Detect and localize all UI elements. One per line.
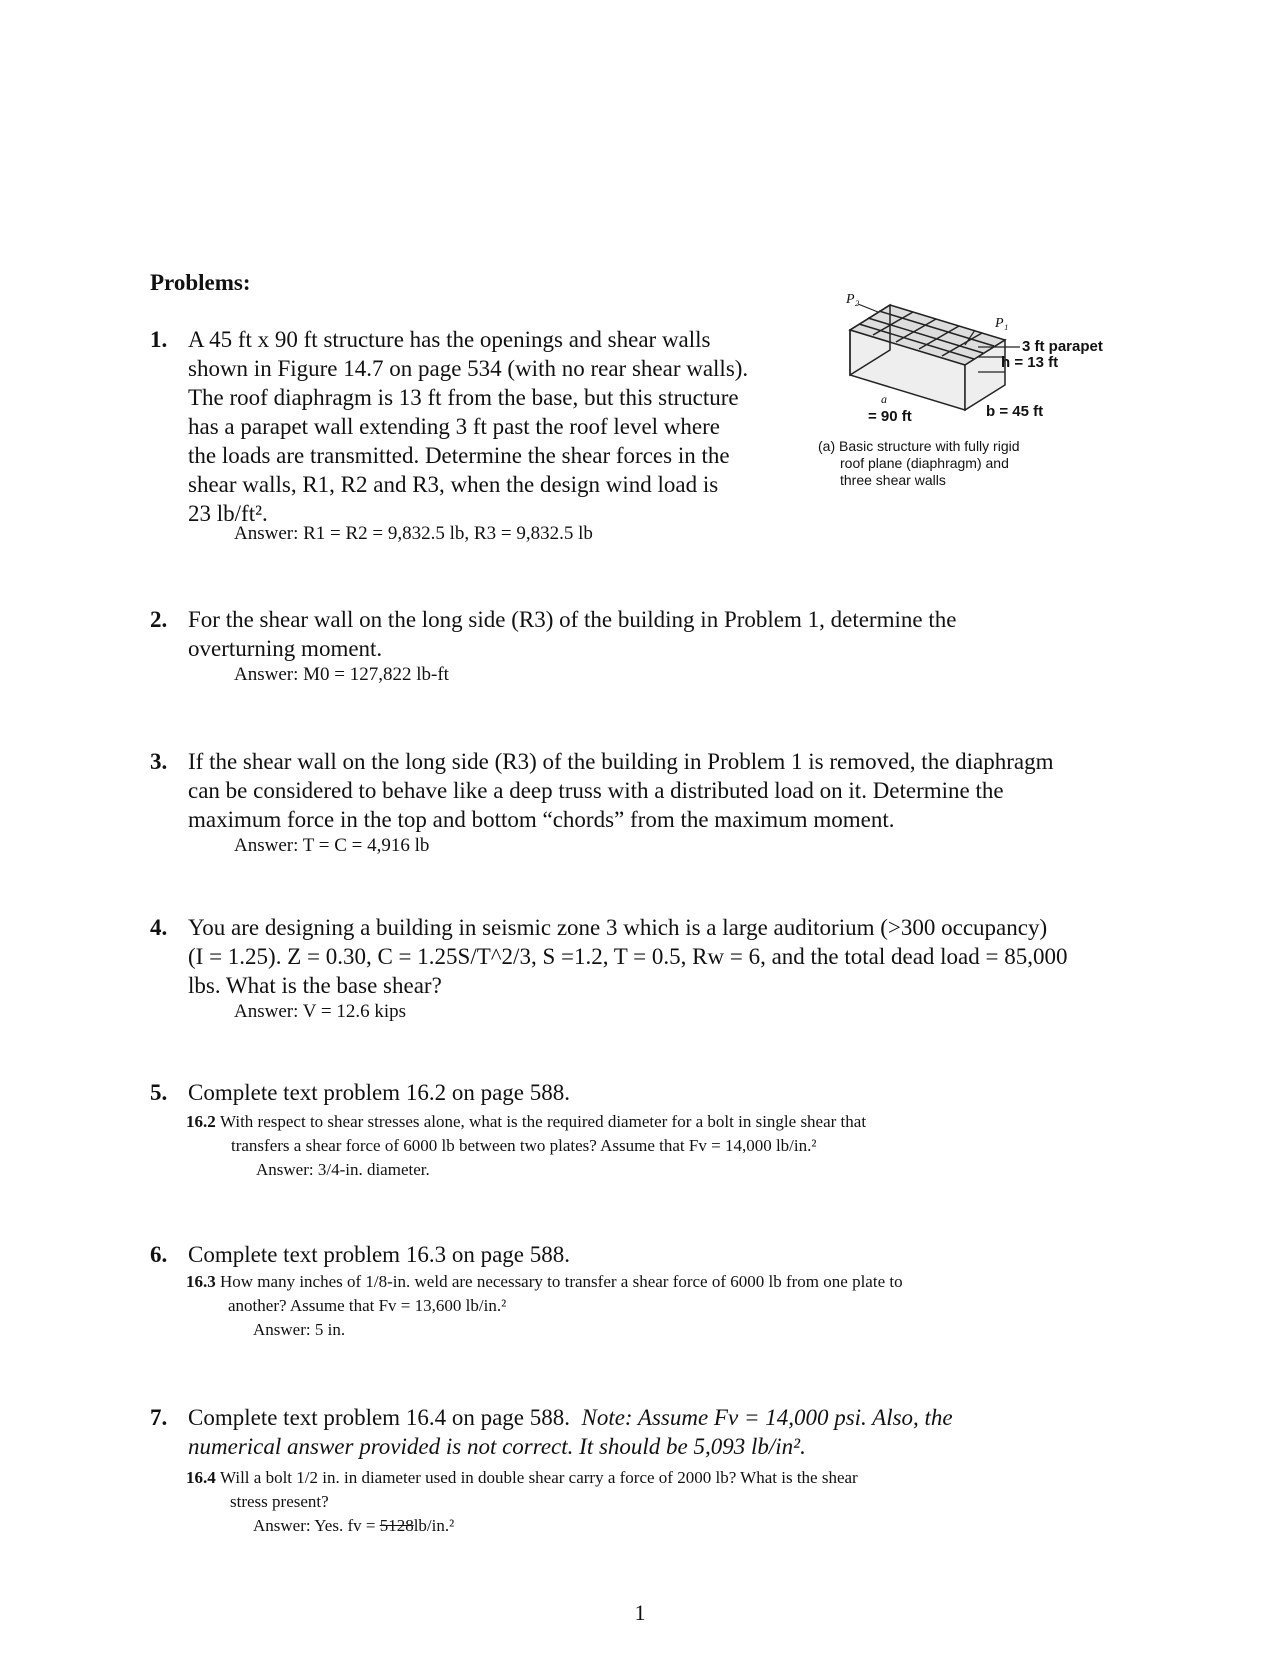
label-a: a (881, 392, 887, 406)
problem-3: 3. If the shear wall on the long side (R3) of the building in Problem 1 is removed, the diaphragm can be considered to behave like a deep truss with a distributed load on it. Determine the maximum force in the top and bottom “chords” from the maximum moment. (150, 749, 1054, 832)
problem-1: 1. A 45 ft x 90 ft structure has the openings and shear walls shown in Figure 14.7 on page 534 (with no rear shear walls). The roof diaphragm is 13 ft from the base, but this structure has a parapet wall extending 3 ft past the roof level where the loads are transmitted. Determine the shear forces in the shear walls, R1, R2 and R3, when the design wind load is 23 lb/ft². (150, 327, 749, 526)
struck-value: 5128 (379, 1516, 414, 1535)
problem-1-answer: Answer: R1 = R2 = 9,832.5 lb, R3 = 9,832.5 lb (234, 523, 593, 544)
label-b: b = 45 ft (986, 403, 1044, 420)
problem-4: 4. You are designing a building in seismic zone 3 which is a large auditorium (>300 occupancy) (I = 1.25). Z = 0.30, C = 1.25S/T^2/3, S =1.2, T = 0.5, Rw = 6, and the total dead load = 85,000 lbs. What is the base shear? (150, 915, 1068, 998)
page-number: 1 (634, 1600, 646, 1625)
problem-6-text-problem: 16.3 How many inches of 1/8-in. weld are necessary to transfer a shear force of 6000 lb from one plate to another? Assume that Fv = 13,600 lb/in.² Answer: 5 in. (186, 1272, 903, 1339)
problem-4-answer: Answer: V = 12.6 kips (234, 1001, 407, 1022)
problem-3-answer: Answer: T = C = 4,916 lb (234, 835, 430, 856)
label-h: h = 13 ft (1001, 354, 1059, 371)
section-heading: Problems: (150, 270, 251, 295)
label-a-value: = 90 ft (868, 408, 912, 425)
problem-7-text-problem: 16.4 Will a bolt 1/2 in. in diameter used in double shear carry a force of 2000 lb? What is the shear stress present? Answer: Yes. fv = 5128lb/in.² (186, 1468, 858, 1535)
label-p1: P₁ (995, 316, 1009, 331)
problem-7: 7. Complete text problem 16.4 on page 588. Note: Assume Fv = 14,000 psi. Also, the numerical answer provided is not correct. It should be 5,093 lb/in². (150, 1405, 953, 1459)
label-parapet: 3 ft parapet (1022, 338, 1103, 355)
problem-6: 6. Complete text problem 16.3 on page 588. (150, 1242, 570, 1267)
problem-2-answer: Answer: M0 = 127,822 lb-ft (234, 664, 449, 685)
label-p2: P₂ (846, 292, 860, 307)
problem-2: 2. For the shear wall on the long side (R3) of the building in Problem 1, determine the overturning moment. (150, 607, 957, 661)
figure-caption: (a) Basic structure with fully rigid roof plane (diaphragm) and three shear walls (818, 438, 1020, 488)
problem-5-text-problem: 16.2 With respect to shear stresses alone, what is the required diameter for a bolt in single shear that transfers a shear force of 6000 lb between two plates? Assume that Fv = 14,000 lb/in.² Answer: 3/4-in. diameter. (186, 1112, 867, 1179)
problem-5: 5. Complete text problem 16.2 on page 588. (150, 1080, 570, 1105)
